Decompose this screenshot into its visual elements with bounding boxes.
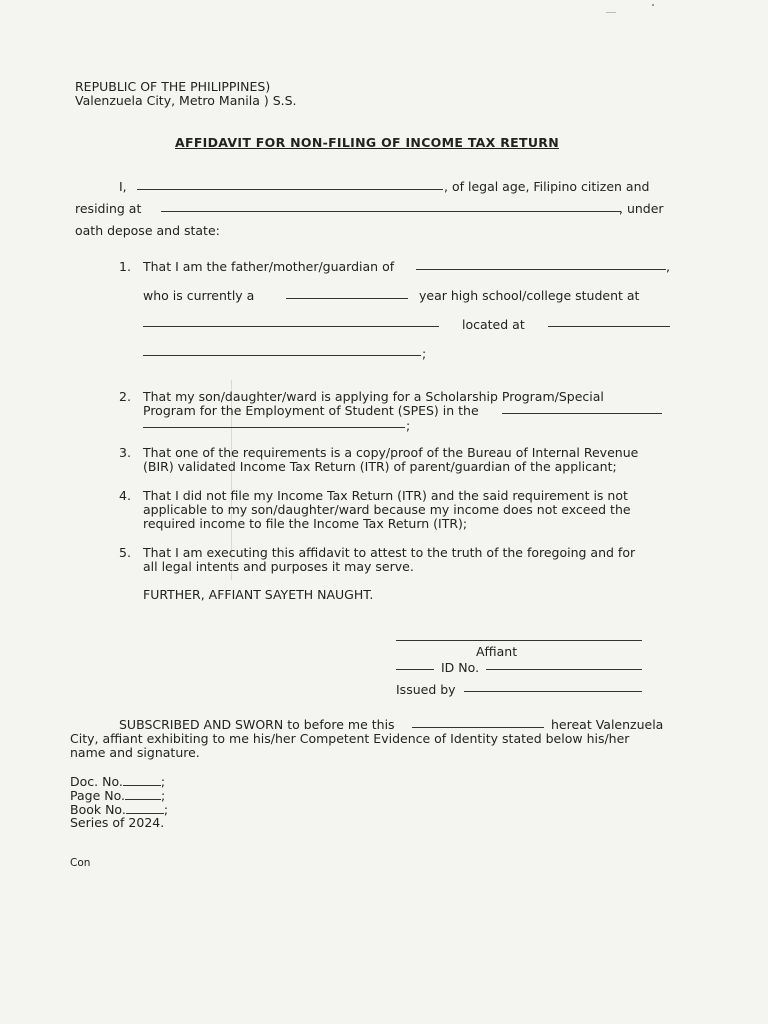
intro-oath: oath depose and state:: [75, 223, 220, 238]
child-name-blank[interactable]: [416, 258, 666, 270]
subscribed-line-1a: SUBSCRIBED AND SWORN to before me this: [119, 717, 395, 732]
item-number: 5.: [119, 545, 131, 560]
intro-legal-age: , of legal age, Filipino citizen and: [444, 179, 650, 194]
page-no-label: Page No.: [70, 788, 125, 803]
item4-line3: required income to file the Income Tax Return (ITR);: [143, 516, 468, 531]
item-number: 3.: [119, 445, 131, 460]
subscribed-line-1b: hereat Valenzuela: [551, 717, 664, 732]
item1-line2a: who is currently a: [143, 288, 255, 303]
doc-no-blank[interactable]: [123, 774, 161, 786]
affiant-name-blank[interactable]: [137, 178, 443, 190]
item3-line2: (BIR) validated Income Tax Return (ITR) of parent/guardian of the applicant;: [143, 459, 617, 474]
scan-speck: [652, 4, 654, 6]
header-line-2: Valenzuela City, Metro Manila ) S.S.: [75, 93, 297, 108]
school-location-blank-2[interactable]: [143, 344, 421, 356]
notary-semicolon: ;: [163, 802, 169, 817]
item2-line2: Program for the Employment of Student (SPES) in the: [143, 403, 479, 418]
id-type-blank[interactable]: [396, 658, 434, 670]
item2-line1: That my son/daughter/ward is applying for a Scholarship Program/Special: [143, 389, 604, 404]
item4-line2: applicable to my son/daughter/ward because my income does not exceed the: [143, 502, 631, 517]
intro-under: , under: [619, 201, 664, 216]
further-statement: FURTHER, AFFIANT SAYETH NAUGHT.: [143, 587, 374, 602]
subscribed-line-2: City, affiant exhibiting to me his/her Competent Evidence of Identity stated below his/her: [70, 731, 630, 746]
residence-blank[interactable]: [161, 200, 621, 212]
scan-speck: [606, 12, 616, 13]
item5-line1: That I am executing this affidavit to attest to the truth of the foregoing and for: [143, 545, 636, 560]
affiant-signature-line[interactable]: [396, 629, 642, 641]
program-name-blank[interactable]: [502, 402, 662, 414]
document-title: AFFIDAVIT FOR NON-FILING OF INCOME TAX RETURN: [175, 135, 559, 150]
school-name-blank[interactable]: [143, 315, 439, 327]
item1-line2b: year high school/college student at: [419, 288, 640, 303]
item1-located: located at: [462, 317, 525, 332]
affiant-label: Affiant: [476, 644, 518, 659]
issued-by-label: Issued by: [396, 682, 456, 697]
book-no-blank[interactable]: [126, 802, 164, 814]
notary-semicolon: ;: [160, 774, 166, 789]
page-no-blank[interactable]: [125, 788, 161, 800]
subscribed-line-3: name and signature.: [70, 745, 200, 760]
item1-line1: That I am the father/mother/guardian of: [143, 259, 395, 274]
item2-semicolon: ;: [406, 418, 411, 433]
item1-semicolon: ;: [422, 346, 427, 361]
item4-line1: That I did not file my Income Tax Return (ITR) and the said requirement is not: [143, 488, 628, 503]
id-number-blank[interactable]: [486, 658, 642, 670]
intro-i: I,: [119, 179, 127, 194]
item3-line1: That one of the requirements is a copy/proof of the Bureau of Internal Revenue: [143, 445, 639, 460]
item-number: 4.: [119, 488, 131, 503]
item5-line2: all legal intents and purposes it may serve.: [143, 559, 414, 574]
notary-semicolon: ;: [161, 788, 166, 803]
doc-no-label: Doc. No.: [70, 774, 123, 789]
item1-comma: ,: [666, 259, 670, 274]
item-number: 2.: [119, 389, 131, 404]
year-level-blank[interactable]: [286, 287, 408, 299]
issued-by-blank[interactable]: [464, 680, 642, 692]
intro-residing: residing at: [75, 201, 142, 216]
date-blank[interactable]: [412, 716, 544, 728]
footer-text: Con: [70, 857, 91, 869]
header-line-1: REPUBLIC OF THE PHILIPPINES): [75, 79, 271, 94]
program-name-blank-2[interactable]: [143, 416, 405, 428]
book-no-label: Book No.: [70, 802, 126, 817]
school-location-blank[interactable]: [548, 315, 670, 327]
item-number: 1.: [119, 259, 131, 274]
id-no-label: ID No.: [441, 660, 480, 675]
series-label: Series of 2024.: [70, 815, 165, 830]
